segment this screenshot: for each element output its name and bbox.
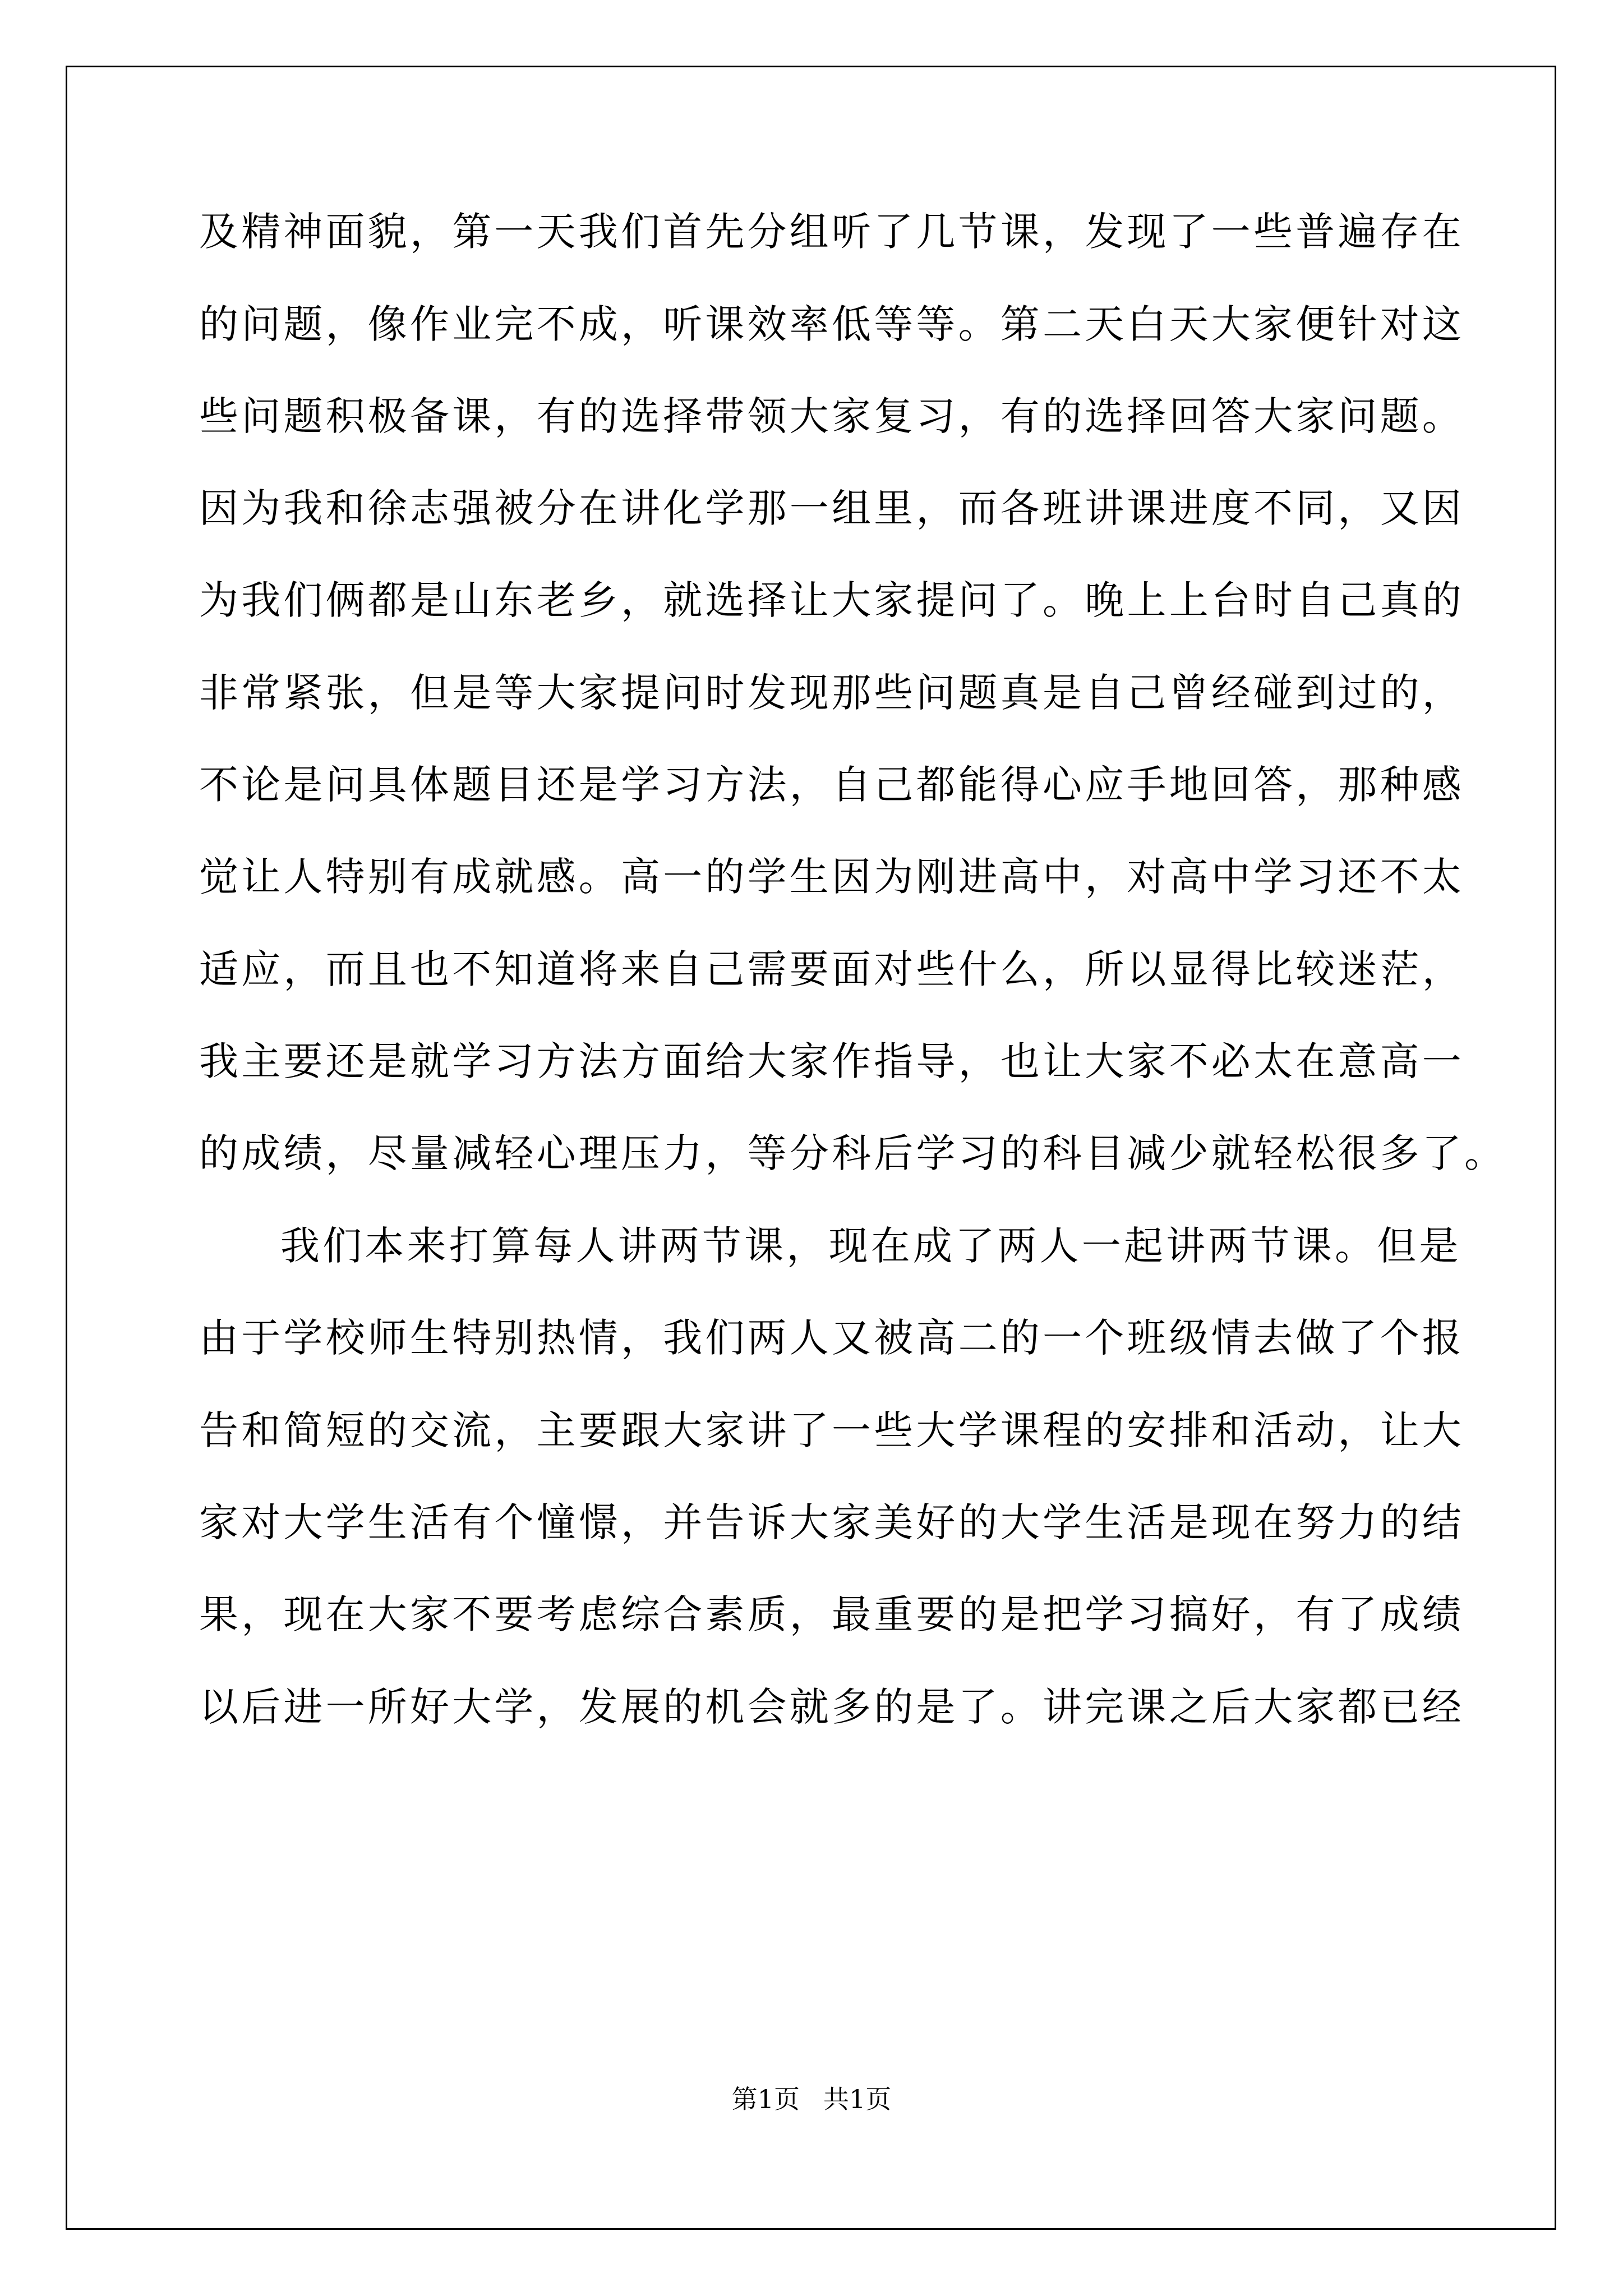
text-line: 家对大学生活有个憧憬，并告诉大家美好的大学生活是现在努力的结 [199, 1499, 1464, 1545]
paragraph-first-line: 我们本来打算每人讲两节课，现在成了两人一起讲两节课。但是 [280, 1223, 1461, 1269]
text-line: 我主要还是就学习方法方面给大家作指导，也让大家不必太在意高一 [199, 1038, 1464, 1084]
text-line: 以后进一所好大学，发展的机会就多的是了。讲完课之后大家都已经 [199, 1684, 1464, 1730]
text-line: 非常紧张，但是等大家提问时发现那些问题真是自己曾经碰到过的， [199, 670, 1464, 716]
page-number: 第1页 [731, 2084, 800, 2114]
page-footer [0, 2082, 1623, 2116]
text-line: 由于学校师生特别热情，我们两人又被高二的一个班级情去做了个报 [199, 1315, 1464, 1361]
text-line: 的问题，像作业完不成，听课效率低等等。第二天白天大家便针对这 [199, 301, 1464, 347]
text-line: 告和简短的交流，主要跟大家讲了一些大学课程的安排和活动，让大 [199, 1407, 1464, 1453]
page-total: 共1页 [823, 2084, 892, 2114]
text-line: 及精神面貌，第一天我们首先分组听了几节课，发现了一些普遍存在 [199, 209, 1464, 255]
text-line: 为我们俩都是山东老乡，就选择让大家提问了。晚上上台时自己真的 [199, 577, 1464, 623]
text-line: 不论是问具体题目还是学习方法，自己都能得心应手地回答，那种感 [199, 762, 1464, 808]
text-line: 适应，而且也不知道将来自己需要面对些什么，所以显得比较迷茫， [199, 946, 1464, 992]
text-line: 的成绩，尽量减轻心理压力，等分科后学习的科目减少就轻松很多了。 [199, 1130, 1507, 1176]
text-line: 因为我和徐志强被分在讲化学那一组里，而各班讲课进度不同，又因 [199, 485, 1464, 531]
text-line: 觉让人特别有成就感。高一的学生因为刚进高中，对高中学习还不太 [199, 854, 1464, 900]
text-line: 果，现在大家不要考虑综合素质，最重要的是把学习搞好，有了成绩 [199, 1591, 1464, 1637]
text-line: 些问题积极备课，有的选择带领大家复习，有的选择回答大家问题。 [199, 393, 1464, 439]
